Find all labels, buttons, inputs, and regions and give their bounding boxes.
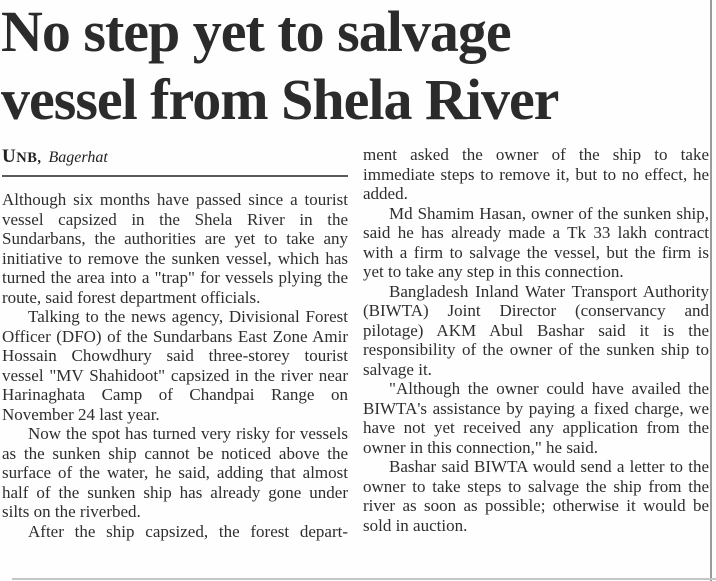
paragraph: "Although the owner could have availed the BIWTA's assistance by paying a fixed charge, we have not yet received any application from the owner in this connection," he said. [363, 379, 709, 457]
page-edge-rule-bottom [12, 578, 716, 580]
byline-location: Bagerhat [48, 149, 108, 166]
paragraph: Now the spot has turned very risky for vessels as the sunken ship cannot be noticed above the surface of the water, he said, adding that almost half of the sunken ship has already gone under silts on the riverbed. [2, 424, 348, 521]
page-edge-rule-vertical [710, 0, 712, 581]
article-headline [1, 0, 713, 134]
column-left [2, 145, 348, 541]
headline-line-1: No step yet to salvage [1, 0, 511, 64]
byline-agency: UNB, [2, 146, 42, 167]
article-body [2, 145, 709, 541]
byline [2, 147, 348, 169]
paragraph: Talking to the news agency, Divisional Forest Officer (DFO) of the Sundarbans East Zone Amir Hossain Chowdhury said three-storey tourist vessel "MV Shahidoot" capsized in the river near Harinaghata Camp of Chandpai Range on November 24 last year. [2, 307, 348, 424]
paragraph: ment asked the owner of the ship to take immediate steps to remove it, but to no effect, he added. [363, 145, 709, 203]
paragraph: After the ship capsized, the forest depart- [28, 521, 348, 541]
paragraph: Md Shamim Hasan, owner of the sunken ship, said he has already made a Tk 33 lakh contract with a firm to salvage the vessel, but the firm is yet to take any step in this connection. [363, 203, 709, 281]
paragraph: Bangladesh Inland Water Transport Authority (BIWTA) Joint Director (conservancy and pilotage) AKM Abul Bashar said it is the responsibility of the owner of the sunken ship to salvage it. [363, 281, 709, 379]
headline-line-2: vessel from Shela River [1, 67, 559, 132]
column-right [363, 145, 709, 541]
paragraph: Bashar said BIWTA would send a letter to the owner to take steps to salvage the ship from the river as soon as possible; otherwise it would be sold in auction. [363, 457, 709, 535]
byline-rule [2, 175, 348, 177]
paragraph: Although six months have passed since a tourist vessel capsized in the Shela River in the Sundarbans, the authorities are yet to take any initiative to remove the sunken vessel, which has turned the area into a "trap" for vessels plying the route, said forest department officials. [2, 190, 348, 307]
